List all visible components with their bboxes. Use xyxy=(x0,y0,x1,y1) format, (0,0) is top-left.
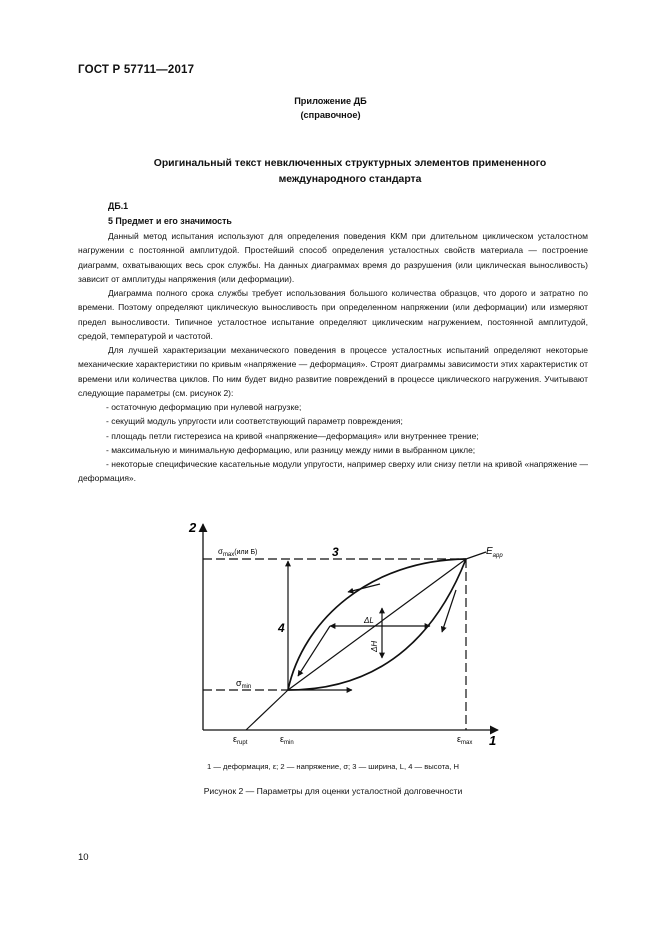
section-title: 5 Предмет и его значимость xyxy=(108,216,232,226)
rupture-line xyxy=(246,690,288,730)
paragraph: Для лучшей характеризации механического поведения в процессе усталостных испытаний определяют некоторые механические характеристики по кривым «напряжение — деформация». Строят диаграммы зависимости этих характеристик от времени или количества циклов. По ним будет видно развитие повреждений в процессе циклического нагружения. Учитывают следующие параметры (см. рисунок 2): xyxy=(78,345,588,398)
paragraph: Данный метод испытания используют для определения поведения ККМ при длительном циклическом усталостном нагружении с постоянной амплитудой. Простейший способ определения усталостных свойств материала — построение диаграмм, охватывающих весь срок службы. На данных диаграммах время до разрушения (или циклическая выносливость) зависит от амплитуды напряжения (или деформации). xyxy=(78,231,588,284)
width-number: 3 xyxy=(332,545,339,559)
tangent-arrow-upper-right xyxy=(466,552,486,559)
delta-l-label: ΔL xyxy=(364,616,374,625)
figure-legend: 1 — деформация, ε; 2 — напряжение, σ; 3 — ширина, L, 4 — высота, H xyxy=(207,762,459,771)
page-number: 10 xyxy=(78,852,89,863)
list-item: - некоторые специфические касательные модули упругости, например сверху или снизу петли на кривой «напряжение — деформация». xyxy=(78,459,588,484)
tangent-arrow-upper-left xyxy=(348,584,380,592)
e-app-label: $E_{app}$ xyxy=(486,546,503,559)
y-axis-number: 2 xyxy=(189,520,197,535)
annex-subtitle: (справочное) xyxy=(300,110,361,120)
annex-title: Приложение ДБ xyxy=(294,96,367,106)
list-item: - максимальную и минимальную деформацию, или разницу между ними в выбранном цикле; xyxy=(106,444,476,455)
delta-h-label: ΔH xyxy=(370,640,379,652)
paragraph: Диаграмма полного срока службы требует использования большого количества образцов, что дорого и затратно по времени. Поэтому определяют циклическую выносливость при определенном напряжении (или деформации) или измеряют предел выносливости. Типичное усталостное испытание определяют циклическим нагружением, постоянной амплитудой, средой, температурой и частотой. xyxy=(78,288,588,341)
height-number: 4 xyxy=(278,621,285,635)
standard-header: ГОСТ Р 57711—2017 xyxy=(78,64,195,76)
sigma-max-label: $\sigma_{max}(или$ Б) xyxy=(218,547,258,558)
list-item: - секущий модуль упругости или соответствующий параметр повреждения; xyxy=(106,416,403,427)
e-rupt-label: $\varepsilon_{rupt}$ xyxy=(233,734,248,746)
document-title: Оригинальный текст невключенных структурных элементов примененного международного стандарта xyxy=(153,158,547,185)
e-min-label: $\varepsilon_{min}$ xyxy=(280,734,294,746)
sigma-min-label: $\sigma_{min}$ xyxy=(236,678,252,690)
list-item: - остаточную деформацию при нулевой нагрузке; xyxy=(106,402,302,412)
x-axis-number: 1 xyxy=(489,733,497,748)
list-item: - площадь петли гистерезиса на кривой «напряжение—деформация» или внутреннее трение; xyxy=(106,430,479,441)
section-number: ДБ.1 xyxy=(108,201,129,211)
e-max-label: $\varepsilon_{max}$ xyxy=(457,734,473,746)
figure-caption: Рисунок 2 — Параметры для оценки усталостной долговечности xyxy=(203,786,463,796)
